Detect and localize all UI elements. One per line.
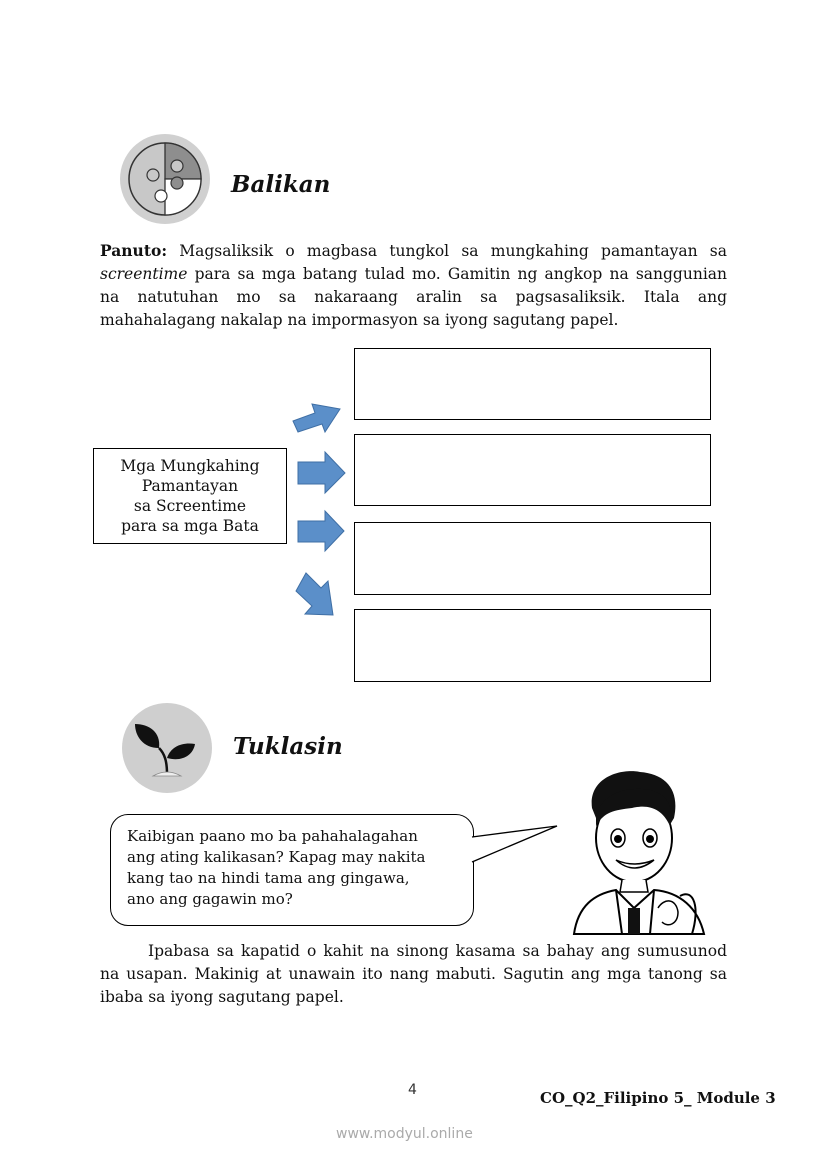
- section-title-balikan: Balikan: [231, 171, 331, 198]
- section-title-tuklasin: Tuklasin: [233, 733, 343, 760]
- paragraph-line-3: ibaba sa iyong sagutang papel.: [100, 988, 344, 1006]
- instruction-line-2: screentime para sa mga batang tulad mo. Gamitin ng angkop na sanggunian: [100, 265, 727, 283]
- speech-line: kang tao na hindi tama ang gingawa,: [127, 869, 410, 887]
- paragraph-line-1: Ipabasa sa kapatid o kahit na sinong kasama sa bahay ang sumusunod: [148, 942, 727, 960]
- answer-box-4[interactable]: [354, 609, 711, 682]
- page-number: 4: [408, 1082, 417, 1098]
- center-line: Mga Mungkahing: [120, 457, 260, 475]
- center-line: sa Screentime: [133, 497, 247, 515]
- instruction-label: Panuto:: [100, 241, 168, 260]
- speech-text: [127, 826, 425, 910]
- plant-sprout-icon: [121, 702, 213, 794]
- answer-box-2[interactable]: [354, 434, 711, 506]
- watermark: www.modyul.online: [336, 1126, 473, 1142]
- center-line: para sa mga Bata: [121, 517, 259, 535]
- module-code: CO_Q2_Filipino 5_ Module 3: [540, 1089, 776, 1107]
- instruction-line-4: mahahalagang nakalap na impormasyon sa iyong sagutang papel.: [100, 311, 619, 329]
- arrow-right-icon: [298, 511, 344, 551]
- arrow-right-icon: [298, 452, 345, 493]
- instruction-line-3: na natutuhan mo sa nakaraang aralin sa pagsasaliksik. Itala ang: [100, 288, 727, 306]
- arrow-up-right-icon: [293, 404, 340, 432]
- boy-character-illustration: [570, 768, 715, 936]
- speech-line: Kaibigan paano mo ba pahahalagahan: [127, 827, 418, 845]
- paragraph-line-2: na usapan. Makinig at unawain ito nang mabuti. Sagutin ang mga tanong sa: [100, 965, 727, 983]
- speech-line: ano ang gagawin mo?: [127, 890, 293, 908]
- instruction-line-1: Panuto: Magsaliksik o magbasa tungkol sa mungkahing pamantayan sa: [100, 241, 727, 260]
- speech-bubble-tail: [465, 820, 565, 870]
- diagram-arrows: [285, 385, 355, 625]
- arrow-down-right-icon: [296, 573, 333, 615]
- answer-box-3[interactable]: [354, 522, 711, 595]
- center-line: Pamantayan: [141, 477, 239, 495]
- puzzle-icon: [119, 133, 211, 225]
- answer-box-1[interactable]: [354, 348, 711, 420]
- speech-line: ang ating kalikasan? Kapag may nakita: [127, 848, 426, 866]
- diagram-center-box: [93, 448, 287, 544]
